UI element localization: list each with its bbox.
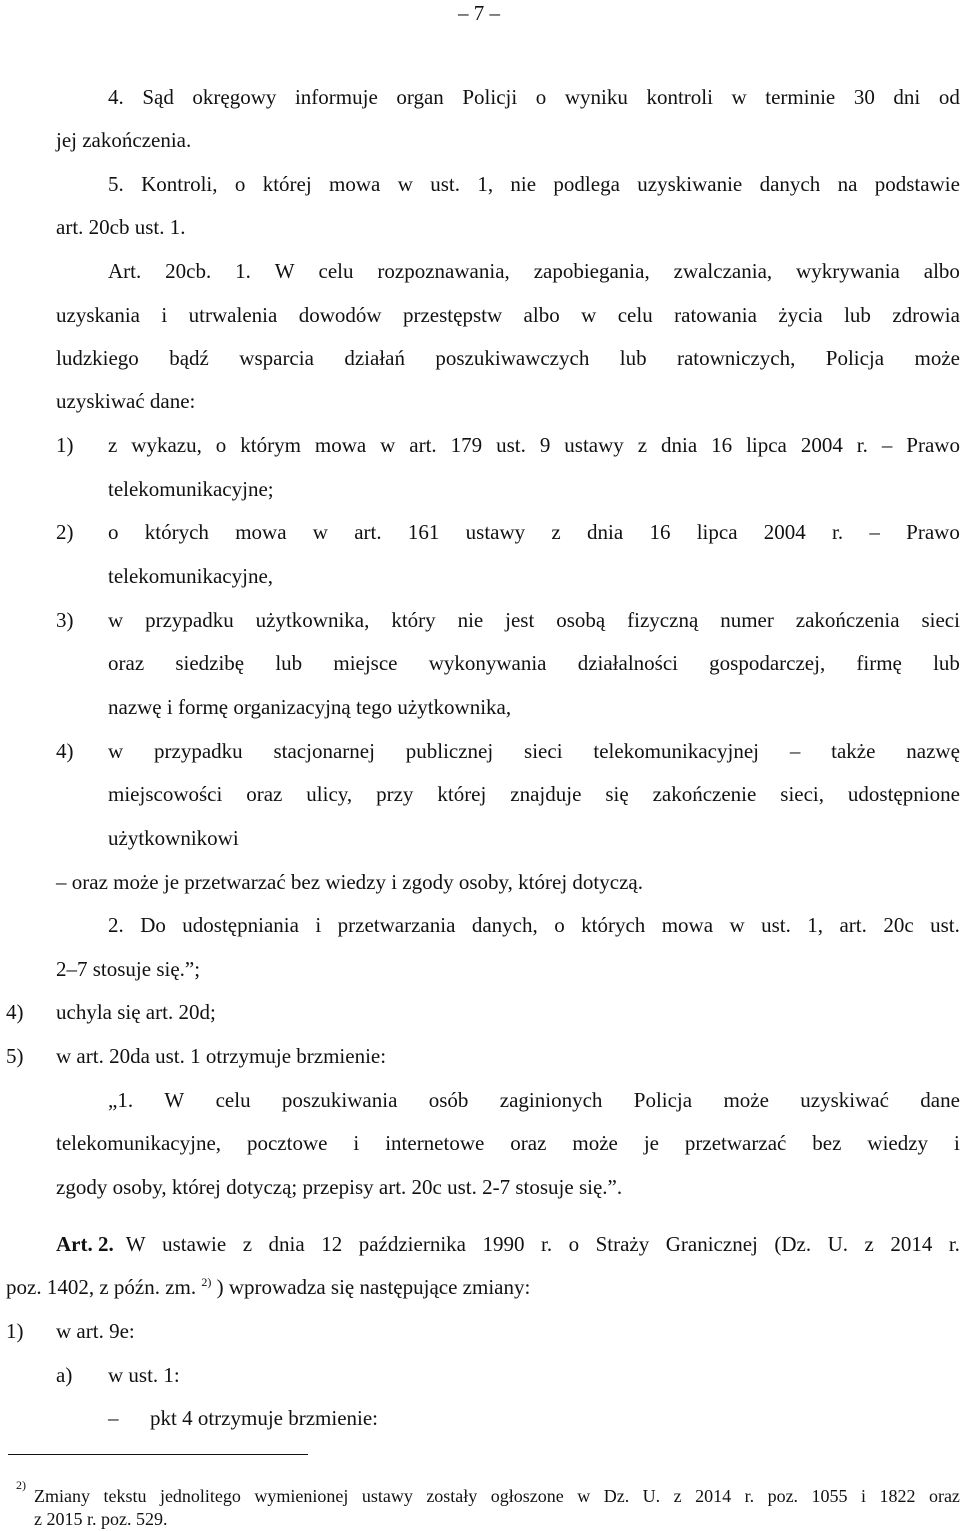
word: zakończenia <box>795 608 900 632</box>
word: r. <box>856 433 868 457</box>
word: 12 <box>321 1232 343 1256</box>
word: przestępstw <box>402 303 503 327</box>
word: 1055 <box>811 1486 848 1506</box>
word: jednolitego <box>159 1486 241 1506</box>
word: ustawie <box>162 1232 227 1256</box>
word: gospodarczej, <box>709 651 826 675</box>
word: art. <box>409 433 437 457</box>
word: siedzibę <box>175 651 245 675</box>
word: celu <box>318 259 354 283</box>
list-item-text <box>108 432 960 458</box>
word: 1, <box>477 172 494 196</box>
word: udostępnione <box>847 782 960 806</box>
word: z <box>637 433 648 457</box>
word: o <box>568 1232 580 1256</box>
text-line: uzyskiwać dane: <box>56 389 196 413</box>
article-2-label: Art. 2. <box>56 1232 114 1256</box>
word: Prawo <box>906 433 960 457</box>
word: 2014 <box>695 1486 732 1506</box>
word: wyniku <box>564 85 628 109</box>
word: przypadku <box>154 739 243 763</box>
list-item-text: w ust. 1: <box>108 1363 180 1387</box>
word: nie <box>457 608 484 632</box>
list-number: 4) <box>6 1000 24 1024</box>
word: użytkownika, <box>255 608 370 632</box>
word: oraz <box>510 1131 547 1155</box>
word: uzyskania <box>56 303 140 327</box>
word: U. <box>642 1486 661 1506</box>
word: wykazu, <box>131 433 202 457</box>
word: sieci, <box>780 782 824 806</box>
word: bez <box>812 1131 842 1155</box>
word: 1. <box>235 259 251 283</box>
text-line: art. 20cb ust. 1. <box>56 215 186 239</box>
word: 9 <box>539 433 551 457</box>
list-item-text: pkt 4 otrzymuje brzmienie: <box>150 1406 379 1430</box>
word: wiedzy <box>867 1131 929 1155</box>
word: 1990 <box>482 1232 525 1256</box>
word: dnia <box>587 520 624 544</box>
word: poz. <box>767 1486 799 1506</box>
word: pocztowe <box>246 1131 328 1155</box>
word: terminie <box>765 85 836 109</box>
text-line: – oraz może je przetwarzać bez wiedzy i zgody osoby, której dotyczą. <box>56 870 643 894</box>
word: nie <box>510 172 537 196</box>
word: art. <box>354 520 382 544</box>
word: przy <box>376 782 414 806</box>
word: dane <box>920 1088 960 1112</box>
list-item-text: w art. 9e: <box>56 1319 135 1343</box>
word: ogłoszone <box>490 1486 564 1506</box>
word: 4. <box>108 85 124 109</box>
word: którym <box>240 433 301 457</box>
word: 20c <box>883 913 914 937</box>
word: o <box>535 85 547 109</box>
word: w <box>577 1486 591 1506</box>
word: życia <box>778 303 823 327</box>
word: telekomunikacyjnej <box>593 739 759 763</box>
list-dash: – <box>108 1406 119 1430</box>
word: bądź <box>169 346 209 370</box>
word: o <box>554 913 565 937</box>
word: W <box>164 1088 185 1112</box>
article-heading-line <box>108 258 960 284</box>
word: U. <box>827 1232 849 1256</box>
word: utrwalenia <box>188 303 278 327</box>
text-line <box>108 171 960 197</box>
list-item-text: w art. 20da ust. 1 otrzymuje brzmienie: <box>56 1044 387 1068</box>
word: Policja <box>633 1088 693 1112</box>
list-number: 3) <box>56 608 74 632</box>
text-line <box>6 1274 530 1300</box>
word: działalności <box>577 651 678 675</box>
word: Sąd <box>142 85 174 109</box>
word: lipca <box>696 520 738 544</box>
quoted-text-line <box>108 1087 960 1113</box>
word: 2014 <box>890 1232 933 1256</box>
word: działań <box>344 346 405 370</box>
footnote-ref: 2) <box>201 1275 212 1289</box>
word: który <box>391 608 436 632</box>
word: i <box>161 303 168 327</box>
footnote-separator <box>8 1454 308 1455</box>
word: 16 <box>711 433 733 457</box>
word: Do <box>140 913 166 937</box>
word: zapobiegania, <box>533 259 650 283</box>
article-2-text <box>126 1231 960 1257</box>
word: w <box>380 433 396 457</box>
word: się <box>605 782 629 806</box>
word: w <box>397 172 413 196</box>
word: ust. <box>930 913 960 937</box>
word: zwalczania, <box>673 259 773 283</box>
list-item-text <box>108 519 960 545</box>
word: znajduje <box>510 782 582 806</box>
word: 2004 <box>800 433 843 457</box>
word: numer <box>720 608 774 632</box>
word: tekstu <box>103 1486 147 1506</box>
word: ustawy <box>465 520 526 544</box>
list-item-text <box>108 607 960 633</box>
word: miejsce <box>333 651 398 675</box>
word: której <box>262 172 312 196</box>
word: 20cb. <box>165 259 212 283</box>
word: z <box>864 1232 874 1256</box>
word: miejscowości <box>108 782 223 806</box>
text-line <box>56 345 960 371</box>
word: oraz <box>108 651 145 675</box>
word: przypadku <box>145 608 234 632</box>
word: przetwarzać <box>684 1131 787 1155</box>
word: 30 <box>853 85 875 109</box>
word: ludzkiego <box>56 346 139 370</box>
word: Policji <box>462 85 518 109</box>
text-fragment: poz. 1402, z późn. zm. <box>6 1275 197 1299</box>
word: wsparcia <box>239 346 314 370</box>
word: je <box>643 1131 659 1155</box>
list-number: 4) <box>56 739 74 763</box>
word: danych, <box>471 913 538 937</box>
word: ulicy, <box>306 782 353 806</box>
word: mowa <box>329 172 381 196</box>
word: z <box>242 1232 253 1256</box>
word: osobą <box>556 608 606 632</box>
list-item-text <box>108 738 960 764</box>
word: 161 <box>407 520 440 544</box>
word: dowodów <box>298 303 382 327</box>
word: których <box>581 913 646 937</box>
word: Granicznej <box>665 1232 758 1256</box>
word: wymienionej <box>254 1486 349 1506</box>
word: dni <box>893 85 921 109</box>
word: albo <box>523 303 560 327</box>
word: ust. <box>430 172 460 196</box>
word: podlega <box>553 172 620 196</box>
word: lub <box>933 651 960 675</box>
word: zdrowia <box>892 303 960 327</box>
word: o <box>215 433 227 457</box>
word: fizyczną <box>627 608 699 632</box>
word: r. <box>948 1232 960 1256</box>
list-item-text: nazwę i formę organizacyjną tego użytkownika, <box>108 695 512 719</box>
text-fragment: ) wprowadza się następujące zmiany: <box>216 1275 531 1299</box>
list-letter: a) <box>56 1363 73 1387</box>
word: sieci <box>921 608 960 632</box>
word: na <box>837 172 858 196</box>
word: udostępniania <box>182 913 299 937</box>
footnote-text: z 2015 r. poz. 529. <box>34 1509 168 1529</box>
list-number: 1) <box>6 1319 24 1343</box>
word: ustawy <box>564 433 624 457</box>
word: 1822 <box>879 1486 916 1506</box>
word: uzyskiwanie <box>637 172 743 196</box>
word: r. <box>540 1232 553 1256</box>
text-line: jej zakończenia. <box>56 128 192 152</box>
word: i <box>353 1131 360 1155</box>
word: uzyskiwać <box>800 1088 889 1112</box>
word: Prawo <box>906 520 960 544</box>
list-item-text: telekomunikacyjne, <box>108 564 274 588</box>
list-item-text: telekomunikacyjne; <box>108 477 274 501</box>
word: 1, <box>807 913 824 937</box>
word: mowa <box>314 433 367 457</box>
word: przetwarzania <box>337 913 456 937</box>
word: 2. <box>108 913 124 937</box>
word: może <box>914 346 960 370</box>
word: publicznej <box>405 739 494 763</box>
word: od <box>938 85 960 109</box>
word: rozpoznawania, <box>377 259 510 283</box>
text-line <box>108 912 960 938</box>
footnote-text <box>34 1485 960 1507</box>
word: w <box>729 913 745 937</box>
word: i <box>315 913 322 937</box>
word: 5. <box>108 172 124 196</box>
word: telekomunikacyjne, <box>56 1131 222 1155</box>
word: informuje <box>294 85 378 109</box>
word: Kontroli, <box>141 172 218 196</box>
word: w <box>312 520 328 544</box>
word: w <box>581 303 597 327</box>
word: – <box>869 520 880 544</box>
word: Straży <box>595 1232 650 1256</box>
word: danych <box>759 172 821 196</box>
word: wykrywania <box>796 259 900 283</box>
word: internetowe <box>385 1131 485 1155</box>
word: (Dz. <box>774 1232 812 1256</box>
word: Dz. <box>603 1486 630 1506</box>
word: może <box>572 1131 618 1155</box>
word: dnia <box>268 1232 305 1256</box>
list-item-text: uchyla się art. 20d; <box>56 1000 216 1024</box>
word: celu <box>215 1088 251 1112</box>
word: podstawie <box>874 172 960 196</box>
word: Policja <box>825 346 885 370</box>
word: o <box>234 172 246 196</box>
word: i <box>954 1131 960 1155</box>
text-line: 2–7 stosuje się.”; <box>56 957 201 981</box>
list-number: 5) <box>6 1044 24 1068</box>
word: także <box>831 739 876 763</box>
word: lub <box>275 651 303 675</box>
word: dnia <box>661 433 698 457</box>
word: i <box>861 1486 867 1506</box>
word: jest <box>505 608 535 632</box>
word: lub <box>844 303 871 327</box>
word: – <box>789 739 801 763</box>
word: października <box>358 1232 466 1256</box>
word: W <box>274 259 295 283</box>
quoted-text-line <box>56 1130 960 1156</box>
word: lipca <box>746 433 787 457</box>
word: może <box>723 1088 769 1112</box>
footnote-mark: 2) <box>16 1478 26 1492</box>
word: oraz <box>246 782 283 806</box>
word: art. <box>839 913 867 937</box>
word: celu <box>617 303 653 327</box>
word: r. <box>744 1486 755 1506</box>
word: w <box>731 85 747 109</box>
word: poszukiwawczych <box>435 346 590 370</box>
word: W <box>125 1232 146 1256</box>
word: firmę <box>856 651 902 675</box>
word: – <box>881 433 893 457</box>
word: organ <box>396 85 444 109</box>
word: zakończenie <box>652 782 757 806</box>
word: osób <box>428 1088 469 1112</box>
word: r. <box>832 520 844 544</box>
word: „1. <box>108 1088 134 1112</box>
word: Zmiany <box>34 1486 90 1506</box>
word: zaginionych <box>499 1088 603 1112</box>
word: ust. <box>761 913 791 937</box>
text-line <box>108 84 960 110</box>
page-number: – 7 – <box>458 1 500 25</box>
word: 179 <box>450 433 483 457</box>
word: mowa <box>235 520 287 544</box>
word: kontroli <box>646 85 713 109</box>
text-line <box>56 302 960 328</box>
word: lub <box>619 346 647 370</box>
word: której <box>437 782 487 806</box>
list-number: 1) <box>56 433 74 457</box>
quoted-text-line: zgody osoby, której dotyczą; przepisy art. 20c ust. 2-7 stosuje się.”. <box>56 1175 623 1199</box>
word: stacjonarnej <box>273 739 375 763</box>
word: których <box>144 520 209 544</box>
word: w <box>108 608 124 632</box>
word: sieci <box>524 739 563 763</box>
word: z <box>108 433 118 457</box>
word: ust. <box>496 433 526 457</box>
word: o <box>108 520 119 544</box>
article-2-line <box>56 1231 960 1257</box>
word: mowa <box>661 913 714 937</box>
word: z <box>551 520 561 544</box>
word: nazwę <box>906 739 960 763</box>
list-item-text <box>108 781 960 807</box>
word: wykonywania <box>428 651 547 675</box>
word: 2004 <box>763 520 806 544</box>
list-item-text: użytkownikowi <box>108 826 239 850</box>
word: ratowniczych, <box>676 346 796 370</box>
word: albo <box>923 259 960 283</box>
word: ratowania <box>674 303 757 327</box>
word: z <box>673 1486 682 1506</box>
word: w <box>108 739 124 763</box>
word: Art. <box>108 259 142 283</box>
word: poszukiwania <box>281 1088 398 1112</box>
list-number: 2) <box>56 520 74 544</box>
word: zostały <box>426 1486 478 1506</box>
list-item-text <box>108 650 960 676</box>
word: oraz <box>928 1486 960 1506</box>
word: 16 <box>649 520 671 544</box>
word: okręgowy <box>192 85 277 109</box>
word: ustawy <box>361 1486 413 1506</box>
